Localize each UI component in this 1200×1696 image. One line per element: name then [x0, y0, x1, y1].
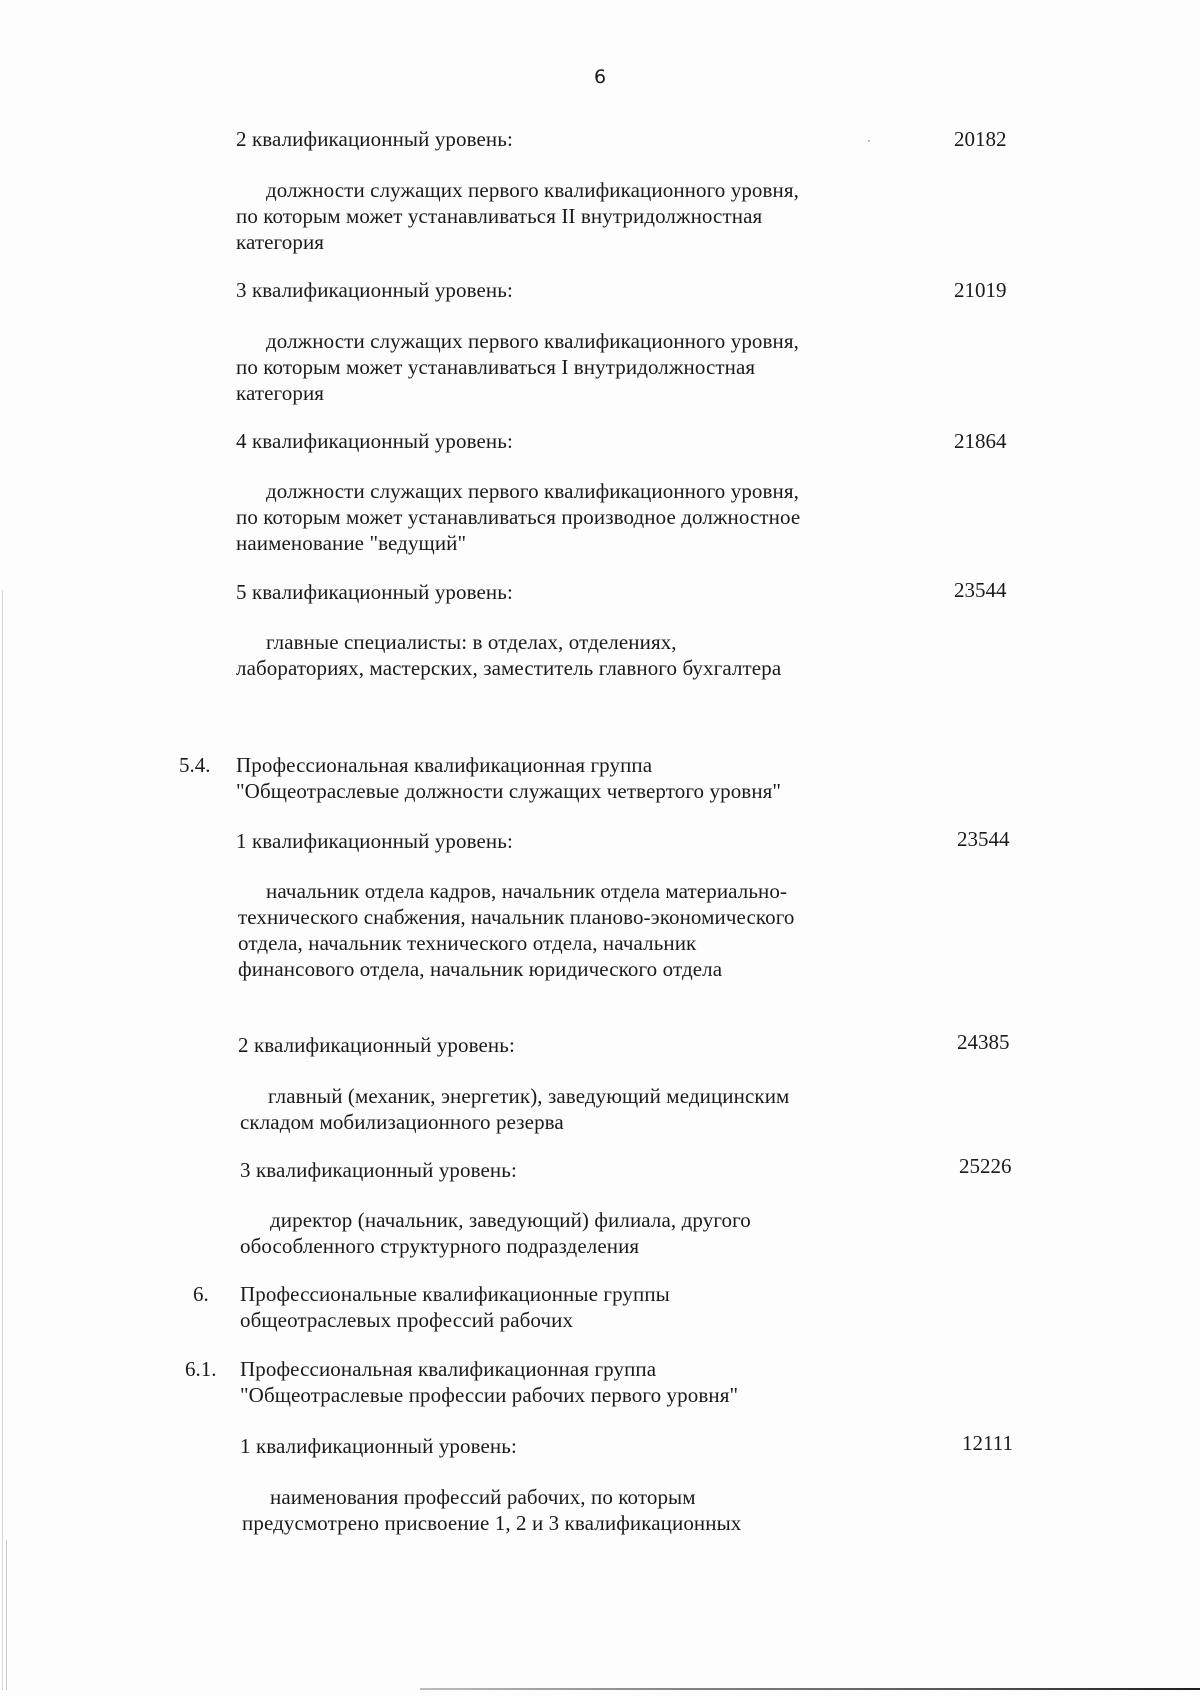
description-line: отдела, начальник технического отдела, начальник — [238, 931, 697, 955]
section-title: Профессиональная квалификационная группа — [236, 753, 653, 777]
section-number: 6.1. — [185, 1357, 217, 1381]
description-line: по которым может устанавливаться производное должностное — [236, 505, 801, 529]
level-heading: 5 квалификационный уровень: — [236, 580, 513, 604]
level-heading: 3 квалификационный уровень: — [240, 1158, 517, 1182]
scan-speck — [868, 140, 870, 142]
description-line: директор (начальник, заведующий) филиала, другого — [270, 1208, 751, 1232]
description-line: должности служащих первого квалификационного уровня, — [266, 479, 799, 503]
salary-value: 23544 — [957, 827, 1010, 851]
description-line: главные специалисты: в отделах, отделениях, — [266, 630, 677, 654]
description-line: категория — [236, 381, 325, 405]
section-number: 6. — [193, 1282, 209, 1306]
section-title: "Общеотраслевые должности служащих четвертого уровня" — [236, 779, 782, 803]
level-heading: 4 квалификационный уровень: — [236, 429, 513, 453]
level-heading: 1 квалификационный уровень: — [236, 829, 513, 853]
section-number: 5.4. — [179, 753, 211, 777]
description-line: главный (механик, энергетик), заведующий медицинским — [268, 1084, 790, 1108]
description-line: технического снабжения, начальник планово-экономического — [238, 905, 795, 929]
salary-value: 25226 — [959, 1154, 1012, 1178]
description-line: по которым может устанавливаться II внутридолжностная — [236, 204, 763, 228]
salary-value: 23544 — [954, 578, 1007, 602]
description-line: складом мобилизационного резерва — [240, 1110, 564, 1134]
scan-bottom-edge — [420, 1688, 1200, 1690]
scan-left-edge — [6, 1540, 7, 1690]
section-title: общеотраслевых профессий рабочих — [240, 1308, 574, 1332]
description-line: наименование "ведущий" — [236, 531, 467, 555]
level-heading: 3 квалификационный уровень: — [236, 278, 513, 302]
description-line: должности служащих первого квалификационного уровня, — [266, 178, 799, 202]
description-line: финансового отдела, начальник юридического отдела — [238, 957, 723, 981]
section-title: Профессиональные квалификационные группы — [240, 1282, 670, 1306]
salary-value: 20182 — [954, 127, 1007, 151]
level-heading: 1 квалификационный уровень: — [240, 1434, 517, 1458]
description-line: предусмотрено присвоение 1, 2 и 3 квалификационных — [242, 1511, 742, 1535]
salary-value: 21019 — [954, 278, 1007, 302]
scan-left-edge — [2, 590, 3, 1690]
salary-value: 12111 — [962, 1431, 1013, 1455]
description-line: категория — [236, 230, 325, 254]
salary-value: 21864 — [954, 429, 1007, 453]
description-line: лабораториях, мастерских, заместитель главного бухгалтера — [236, 656, 782, 680]
description-line: наименования профессий рабочих, по которым — [270, 1485, 696, 1509]
description-line: должности служащих первого квалификационного уровня, — [266, 329, 799, 353]
section-title: "Общеотраслевые профессии рабочих первого уровня" — [240, 1383, 739, 1407]
section-title: Профессиональная квалификационная группа — [240, 1357, 657, 1381]
description-line: начальник отдела кадров, начальник отдела материально- — [266, 879, 788, 903]
page-number: 6 — [593, 66, 607, 88]
description-line: по которым может устанавливаться I внутридолжностная — [236, 355, 756, 379]
salary-value: 24385 — [957, 1030, 1010, 1054]
level-heading: 2 квалификационный уровень: — [238, 1033, 515, 1057]
level-heading: 2 квалификационный уровень: — [236, 127, 513, 151]
description-line: обособленного структурного подразделения — [240, 1234, 640, 1258]
